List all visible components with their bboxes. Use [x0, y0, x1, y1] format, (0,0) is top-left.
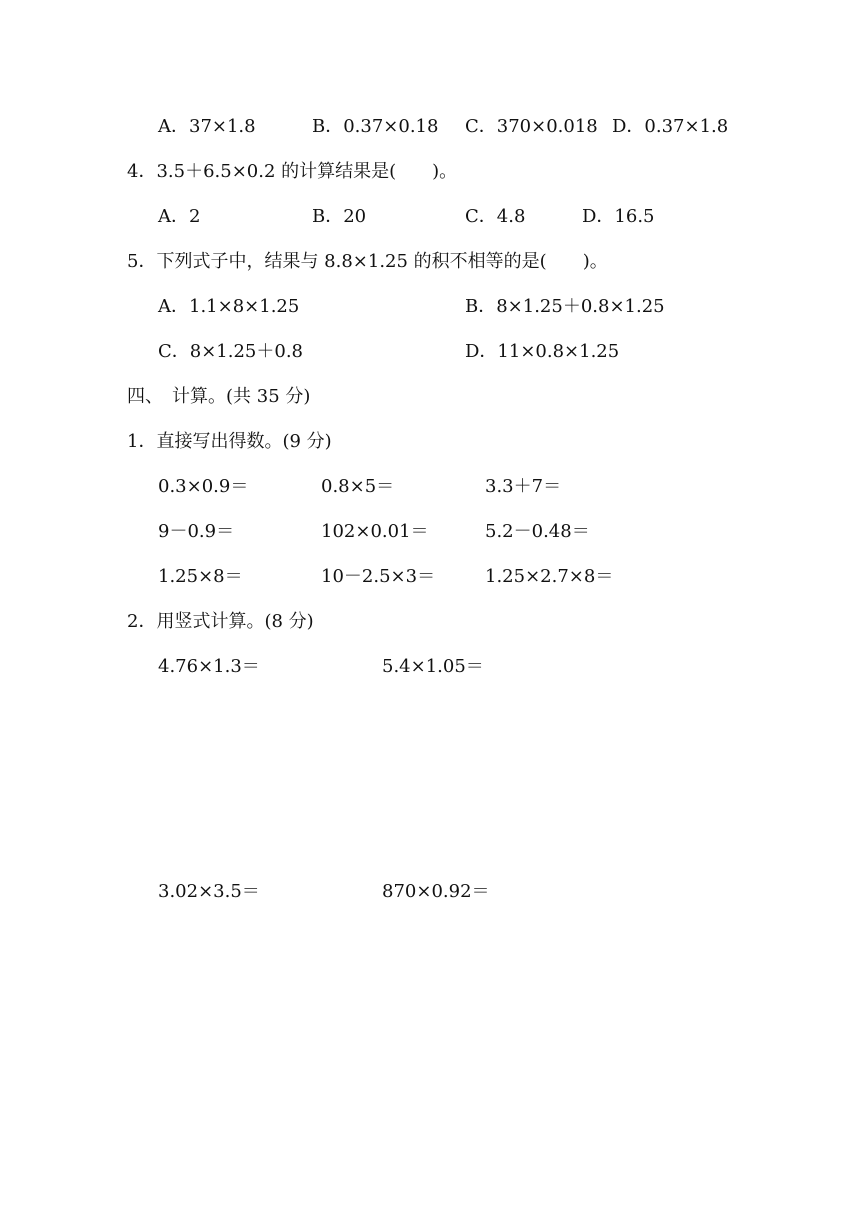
vertical-calc-item: 3.02×3.5＝	[158, 881, 260, 902]
vertical-calc-item: 4.76×1.3＝	[158, 656, 260, 677]
mental-math-item: 1.25×2.7×8＝	[485, 566, 614, 587]
q3-option-d: D．0.37×1.8	[612, 116, 729, 137]
section-title: 四、 计算。(共 35 分)	[127, 386, 311, 407]
q3-option-a: A．37×1.8	[158, 116, 256, 137]
vertical-calc-item: 5.4×1.05＝	[382, 656, 484, 677]
q4-option-a: A．2	[158, 206, 201, 227]
mental-math-item: 0.8×5＝	[321, 476, 395, 497]
mental-math-item: 5.2－0.48＝	[485, 521, 590, 542]
q4-option-d: D．16.5	[582, 206, 655, 227]
q5-option-c: C．8×1.25＋0.8	[158, 341, 304, 362]
q5-option-d: D．11×0.8×1.25	[465, 341, 620, 362]
vertical-calc-item: 870×0.92＝	[382, 881, 490, 902]
mental-math-item: 102×0.01＝	[321, 521, 429, 542]
q4-stem: 4．3.5＋6.5×0.2 的计算结果是( )。	[127, 161, 458, 182]
mental-math-item: 0.3×0.9＝	[158, 476, 249, 497]
q5-option-a: A．1.1×8×1.25	[158, 296, 300, 317]
part2-title: 2．用竖式计算。(8 分)	[127, 611, 314, 632]
mental-math-item: 1.25×8＝	[158, 566, 243, 587]
mental-math-item: 3.3＋7＝	[485, 476, 562, 497]
q5-option-b: B．8×1.25＋0.8×1.25	[465, 296, 665, 317]
q3-option-c: C．370×0.018	[465, 116, 598, 137]
q3-option-b: B．0.37×0.18	[312, 116, 439, 137]
q4-option-c: C．4.8	[465, 206, 526, 227]
part1-title: 1．直接写出得数。(9 分)	[127, 431, 332, 452]
q4-option-b: B．20	[312, 206, 367, 227]
q5-stem: 5．下列式子中，结果与 8.8×1.25 的积不相等的是( )。	[127, 251, 608, 272]
mental-math-item: 10－2.5×3＝	[321, 566, 436, 587]
mental-math-item: 9－0.9＝	[158, 521, 235, 542]
